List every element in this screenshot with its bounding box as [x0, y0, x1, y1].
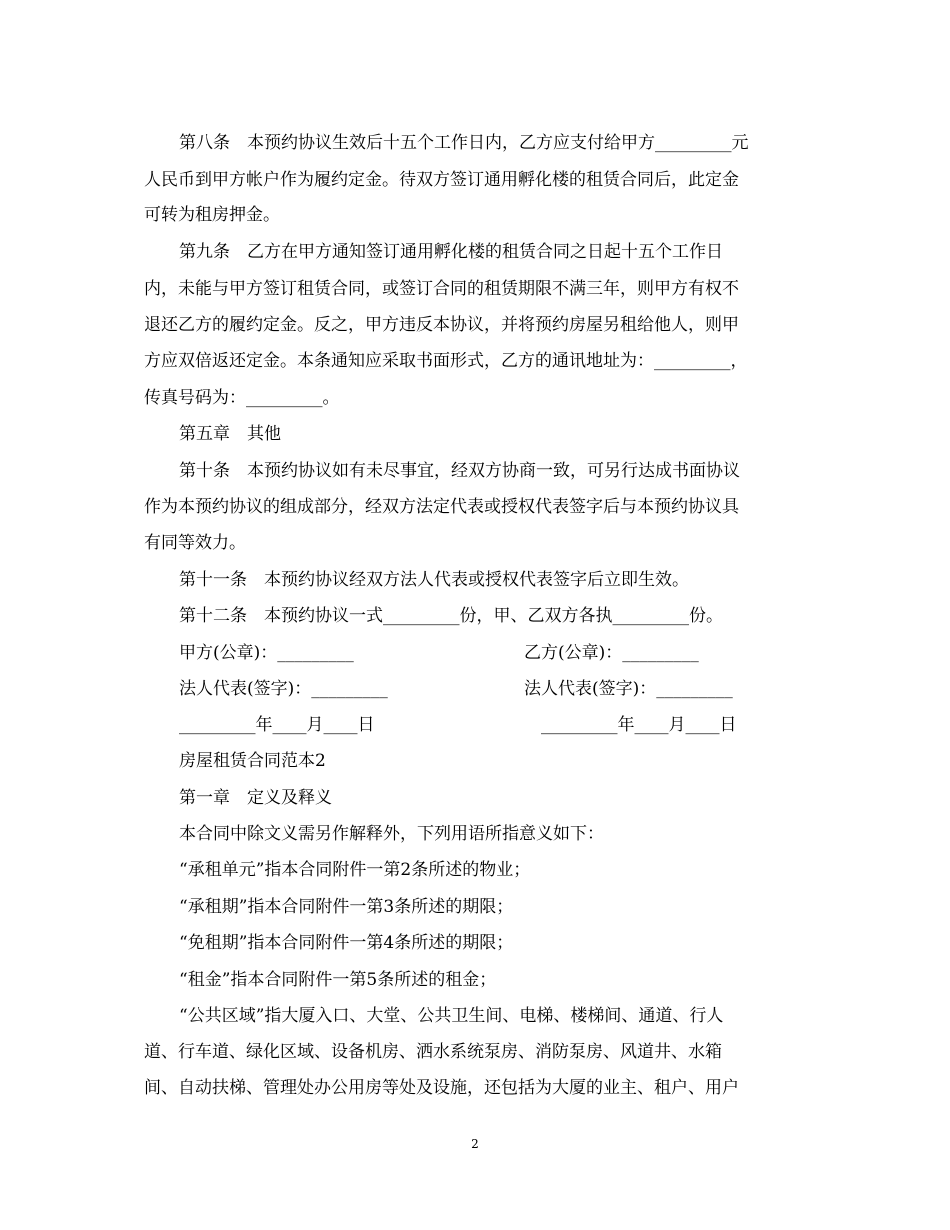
article-10-line-2: 作为本预约协议的组成部分，经双方法定代表或授权代表签字后与本预约协议具 — [144, 497, 739, 517]
definition-public-area-line-1: “公共区域”指大厦入口、大堂、公共卫生间、电梯、楼梯间、通道、行人 — [179, 1006, 724, 1026]
definition-rent: “租金”指本合同附件一第5条所述的租金； — [179, 970, 497, 990]
article-9-line-1: 第九条 乙方在甲方通知签订通用孵化楼的租赁合同之日起十五个工作日 — [179, 242, 723, 262]
party-b-date: _________年____月____日 — [541, 715, 737, 735]
article-11: 第十一条 本预约协议经双方法人代表或授权代表签字后立即生效。 — [179, 570, 689, 590]
sample-2-title: 房屋租赁合同范本2 — [179, 751, 326, 771]
definition-leased-unit: “承租单元”指本合同附件一第2条所述的物业； — [179, 860, 531, 880]
chapter-5-heading: 第五章 其他 — [179, 424, 281, 444]
definition-public-area-line-2: 道、行车道、绿化区域、设备机房、洒水系统泵房、消防泵房、风道井、水箱 — [144, 1042, 722, 1062]
page-number: 2 — [471, 1137, 479, 1151]
party-b-representative: 法人代表(签字)：_________ — [524, 679, 733, 699]
article-12: 第十二条 本预约协议一式_________份，甲、乙双方各执_________份。 — [179, 606, 723, 626]
article-9-line-2: 内，未能与甲方签订租赁合同，或签订合同的租赁期限不满三年，则甲方有权不 — [144, 279, 739, 299]
party-b-seal: 乙方(公章)：_________ — [524, 643, 699, 663]
definition-rent-free-period: “免租期”指本合同附件一第4条所述的期限； — [179, 933, 514, 953]
party-a-representative: 法人代表(签字)：_________ — [179, 679, 388, 699]
article-10-line-3: 有同等效力。 — [144, 533, 246, 553]
party-a-date: _________年____月____日 — [179, 715, 375, 735]
definition-lease-term: “承租期”指本合同附件一第3条所述的期限； — [179, 897, 514, 917]
article-8-line-2: 人民币到甲方帐户作为履约定金。待双方签订通用孵化楼的租赁合同后，此定金 — [144, 170, 739, 190]
article-8-line-1: 第八条 本预约协议生效后十五个工作日内，乙方应支付给甲方_________元 — [179, 133, 749, 153]
article-9-line-5: 传真号码为：_________。 — [144, 388, 340, 408]
article-9-line-4: 方应双倍返还定金。本条通知应采取书面形式，乙方的通讯地址为：_________， — [144, 351, 748, 371]
article-8-line-3: 可转为租房押金。 — [144, 205, 280, 225]
chapter-1-heading: 第一章 定义及释义 — [179, 788, 332, 808]
party-a-seal: 甲方(公章)：_________ — [179, 643, 354, 663]
article-10-line-1: 第十条 本预约协议如有未尽事宜，经双方协商一致，可另行达成书面协议 — [179, 461, 740, 481]
definition-public-area-line-3: 间、自动扶梯、管理处办公用房等处及设施，还包括为大厦的业主、租户、用户 — [144, 1078, 739, 1098]
article-9-line-3: 退还乙方的履约定金。反之，甲方违反本协议，并将预约房屋另租给他人，则甲 — [144, 315, 739, 335]
definitions-intro: 本合同中除文义需另作解释外，下列用语所指意义如下： — [179, 824, 604, 844]
